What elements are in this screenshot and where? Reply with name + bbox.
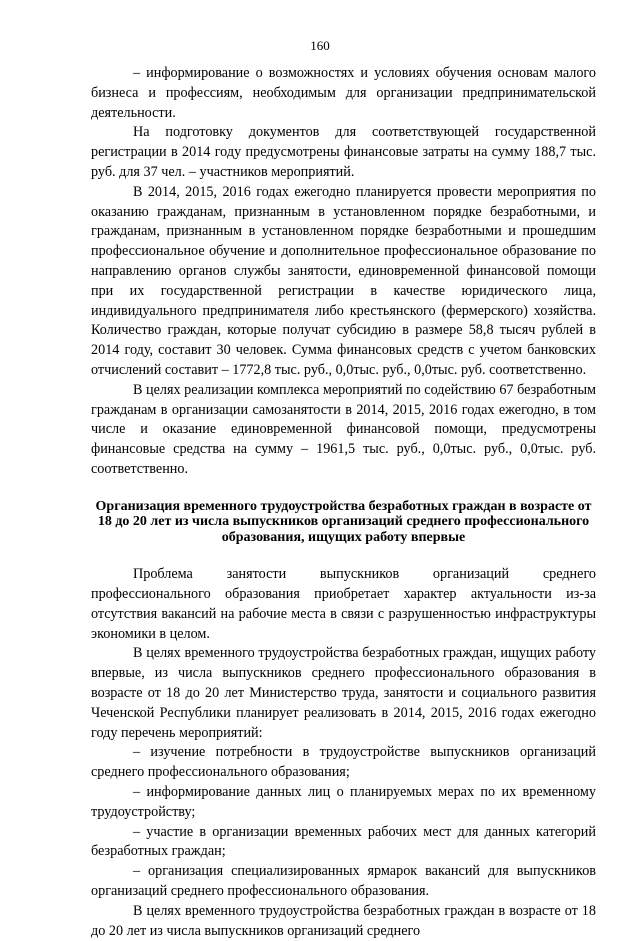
- paragraph-problem: Проблема занятости выпускников организаций среднего профессионального образования приобретает характер актуальности из-за отсутствия вакансий на рабочие места в связи с разрушенностью инфраструктуры экономики в целом.: [91, 566, 596, 642]
- list-item: – информирование данных лиц о планируемых мерах по их временному трудоустройству;: [91, 784, 596, 820]
- paragraph-financial-aid: В 2014, 2015, 2016 годах ежегодно планируется провести мероприятия по оказанию гражданам, признанным в установленном порядке безработными, и гражданам, признанным в установленном порядке безработными и прошедшим профессиональное обучение и дополнительное профессиональное образование по направлению органов службы занятости, единовременной финансовой помощи при их государственной регистрации в качестве юридического лица, индивидуального предпринимателя либо крестьянского (фермерского) хозяйства. Количество граждан, которые получат субсидию в размере 58,8 тысяч рублей в 2014 году, составит 30 человек. Сумма финансовых средств с учетом банковских отчислений составит – 1772,8 тыс. руб., 0,0тыс. руб., 0,0тыс. руб. соответственно.: [91, 183, 596, 378]
- paragraph-learning-info: – информирование о возможностях и условиях обучения основам малого бизнеса и профессиям, необходимым для организации предпринимательской деятельности.: [91, 65, 596, 121]
- list-item: – организация специализированных ярмарок вакансий для выпускников организаций среднего профессионального образования.: [91, 863, 596, 899]
- paragraph-final: В целях временного трудоустройства безработных граждан в возрасте от 18 до 20 лет из числа выпускников организаций среднего: [91, 902, 596, 939]
- list-item: – изучение потребности в трудоустройстве выпускников организаций среднего профессионального образования;: [91, 744, 596, 781]
- paragraph-registration-costs: На подготовку документов для соответствующей государственной регистрации в 2014 году предусмотрены финансовые затраты на сумму 188,7 тыс. руб. для 37 чел. – участников мероприятий.: [91, 124, 596, 180]
- paragraph-measures-intro: В целях временного трудоустройства безработных граждан, ищущих работу впервые, из числа выпускников среднего профессионального образования в возрасте от 18 до 20 лет Министерство труда, занятости и социального развития Чеченской Республики планирует реализовать в 2014, 2015, 2016 годах ежегодно году перечень мероприятий:: [91, 645, 596, 741]
- list-item: – участие в организации временных рабочих мест для данных категорий безработных граждан;: [91, 823, 596, 860]
- page-content: [91, 64, 596, 941]
- section-heading: Организация временного трудоустройства безработных граждан в возрасте от 18 до 20 лет из числа выпускников организаций среднего профессионального образования, ищущих работу впервые: [95, 498, 592, 545]
- page-number: 160: [310, 38, 330, 53]
- paragraph-self-employment: В целях реализации комплекса мероприятий по содействию 67 безработным гражданам в организации самозанятости в 2014, 2015, 2016 годах ежегодно, в том числе и оказание единовременной финансовой помощи, предусмотрены финансовые средства на сумму – 1961,5 тыс. руб., 0,0тыс. руб., 0,0тыс. руб. соответственно.: [91, 381, 596, 477]
